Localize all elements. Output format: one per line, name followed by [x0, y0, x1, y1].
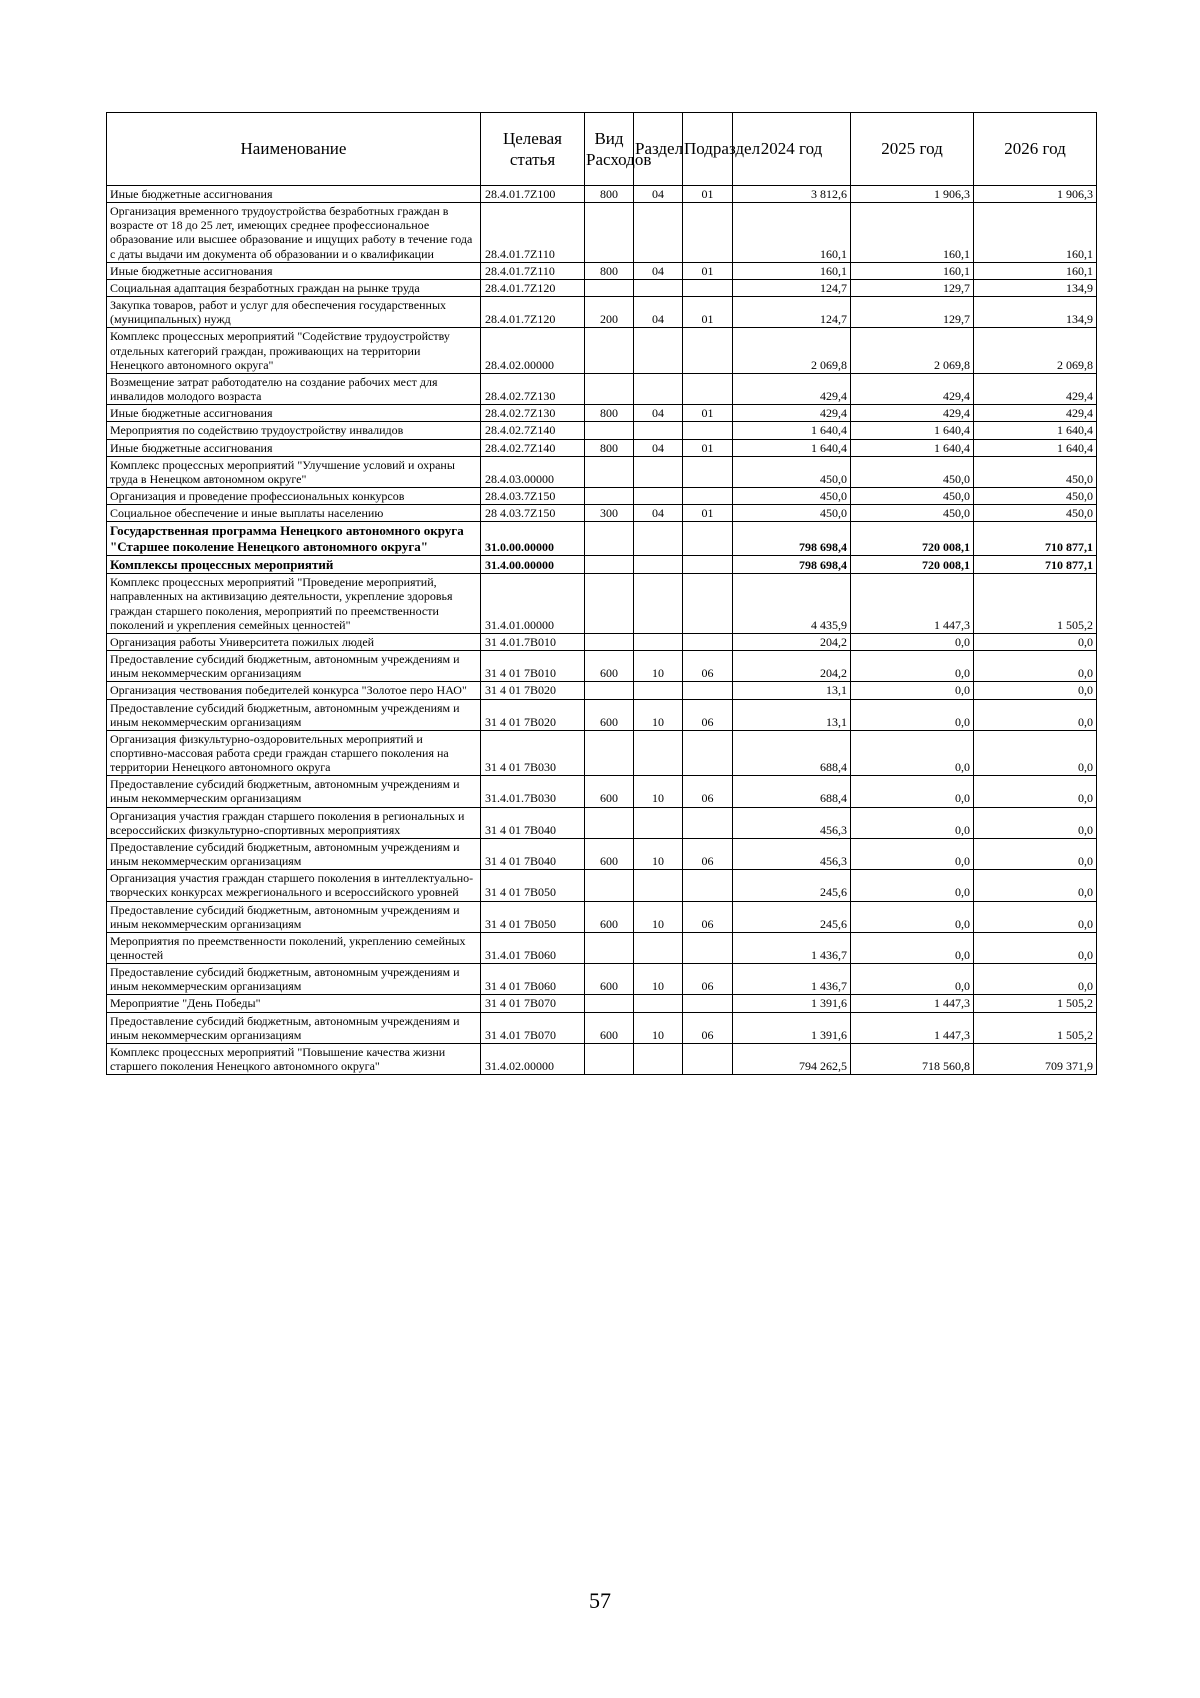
cell-2026: 0,0	[974, 651, 1097, 682]
cell-subsection	[683, 870, 733, 901]
cell-2024: 13,1	[733, 699, 851, 730]
cell-2024: 456,3	[733, 807, 851, 838]
cell-type	[585, 279, 634, 296]
cell-section: 10	[634, 651, 683, 682]
cell-code: 28.4.01.7Z110	[481, 262, 585, 279]
cell-type	[585, 487, 634, 504]
budget-table	[106, 112, 1097, 1075]
cell-subsection: 06	[683, 838, 733, 869]
cell-section	[634, 870, 683, 901]
cell-2024: 1 391,6	[733, 995, 851, 1012]
cell-2025: 0,0	[851, 682, 974, 699]
page-number: 57	[589, 1588, 611, 1613]
cell-2024: 160,1	[733, 203, 851, 263]
cell-code: 28.4.02.7Z130	[481, 405, 585, 422]
cell-subsection: 01	[683, 186, 733, 203]
table-row	[107, 682, 1097, 699]
cell-subsection: 06	[683, 901, 733, 932]
cell-2025: 160,1	[851, 262, 974, 279]
cell-code: 31.4.01 7В060	[481, 932, 585, 963]
table-row	[107, 1012, 1097, 1043]
cell-2026: 450,0	[974, 505, 1097, 522]
cell-code: 28.4.01.7Z120	[481, 279, 585, 296]
table-row	[107, 262, 1097, 279]
table-row	[107, 279, 1097, 296]
cell-2024: 245,6	[733, 870, 851, 901]
cell-2026: 0,0	[974, 901, 1097, 932]
cell-subsection: 01	[683, 505, 733, 522]
cell-2026: 134,9	[974, 279, 1097, 296]
cell-2025: 450,0	[851, 505, 974, 522]
cell-section: 10	[634, 901, 683, 932]
cell-subsection	[683, 456, 733, 487]
cell-type	[585, 522, 634, 556]
header-subsection: Подраздел	[683, 113, 733, 186]
table-row	[107, 203, 1097, 263]
cell-2024: 4 435,9	[733, 574, 851, 634]
cell-type	[585, 328, 634, 373]
header-name: Наименование	[107, 113, 481, 186]
cell-2025: 0,0	[851, 901, 974, 932]
cell-2024: 450,0	[733, 487, 851, 504]
cell-2026: 709 371,9	[974, 1043, 1097, 1074]
cell-2024: 245,6	[733, 901, 851, 932]
cell-type	[585, 1043, 634, 1074]
cell-code: 31 4 01 7В020	[481, 699, 585, 730]
cell-name: Комплекс процессных мероприятий "Улучшение условий и охраны труда в Ненецком автономном округе"	[107, 456, 481, 487]
cell-2026: 1 505,2	[974, 1012, 1097, 1043]
cell-subsection: 06	[683, 776, 733, 807]
cell-type: 600	[585, 1012, 634, 1043]
table-row	[107, 522, 1097, 556]
cell-name: Предоставление субсидий бюджетным, автономным учреждениям и иным некоммерческим организациям	[107, 651, 481, 682]
cell-2024: 688,4	[733, 776, 851, 807]
cell-code: 28.4.03.7Z150	[481, 487, 585, 504]
cell-subsection	[683, 487, 733, 504]
cell-section	[634, 633, 683, 650]
table-header	[107, 113, 1097, 186]
cell-code: 31.4.00.00000	[481, 555, 585, 573]
cell-subsection: 06	[683, 651, 733, 682]
table-row	[107, 901, 1097, 932]
cell-2026: 1 640,4	[974, 422, 1097, 439]
cell-2025: 0,0	[851, 776, 974, 807]
cell-subsection	[683, 995, 733, 1012]
cell-2026: 0,0	[974, 776, 1097, 807]
cell-code: 28.4.02.7Z140	[481, 439, 585, 456]
cell-2026: 0,0	[974, 699, 1097, 730]
cell-code: 28.4.02.00000	[481, 328, 585, 373]
cell-2024: 13,1	[733, 682, 851, 699]
cell-subsection: 06	[683, 964, 733, 995]
cell-type	[585, 203, 634, 263]
cell-2025: 0,0	[851, 838, 974, 869]
header-type: Вид Расходов	[585, 113, 634, 186]
cell-2024: 124,7	[733, 279, 851, 296]
cell-2026: 0,0	[974, 964, 1097, 995]
cell-name: Государственная программа Ненецкого автономного округа "Старшее поколение Ненецкого автономного округа"	[107, 522, 481, 556]
cell-name: Возмещение затрат работодателю на создание рабочих мест для инвалидов молодого возраста	[107, 373, 481, 404]
cell-subsection	[683, 279, 733, 296]
cell-2026: 0,0	[974, 633, 1097, 650]
table-row	[107, 807, 1097, 838]
cell-2025: 0,0	[851, 633, 974, 650]
table-row	[107, 838, 1097, 869]
cell-code: 31.0.00.00000	[481, 522, 585, 556]
cell-type	[585, 682, 634, 699]
cell-type: 800	[585, 405, 634, 422]
cell-type	[585, 730, 634, 775]
table-row	[107, 651, 1097, 682]
cell-type: 600	[585, 651, 634, 682]
cell-2026: 450,0	[974, 456, 1097, 487]
cell-2025: 429,4	[851, 373, 974, 404]
cell-type	[585, 456, 634, 487]
cell-type	[585, 373, 634, 404]
cell-code: 28.4.01.7Z120	[481, 297, 585, 328]
cell-2025: 1 447,3	[851, 995, 974, 1012]
cell-subsection: 06	[683, 1012, 733, 1043]
cell-section	[634, 574, 683, 634]
cell-code: 31 4.01.7В010	[481, 633, 585, 650]
cell-type: 600	[585, 964, 634, 995]
cell-type	[585, 995, 634, 1012]
cell-name: Комплекс процессных мероприятий "Повышение качества жизни старшего поколения Ненецкого автономного округа"	[107, 1043, 481, 1074]
cell-type	[585, 555, 634, 573]
cell-2024: 450,0	[733, 456, 851, 487]
cell-subsection	[683, 422, 733, 439]
table-row	[107, 405, 1097, 422]
cell-2025: 1 447,3	[851, 1012, 974, 1043]
table-row	[107, 422, 1097, 439]
table-body	[107, 186, 1097, 1075]
cell-name: Организация чествования победителей конкурса "Золотое перо НАО"	[107, 682, 481, 699]
table-row	[107, 555, 1097, 573]
cell-name: Мероприятие "День Победы"	[107, 995, 481, 1012]
cell-section: 04	[634, 297, 683, 328]
cell-code: 28.4.01.7Z110	[481, 203, 585, 263]
table-row	[107, 730, 1097, 775]
cell-2026: 0,0	[974, 807, 1097, 838]
cell-name: Предоставление субсидий бюджетным, автономным учреждениям и иным некоммерческим организациям	[107, 964, 481, 995]
cell-section	[634, 807, 683, 838]
cell-name: Мероприятия по содействию трудоустройству инвалидов	[107, 422, 481, 439]
cell-2024: 1 436,7	[733, 964, 851, 995]
cell-subsection: 01	[683, 439, 733, 456]
cell-type: 600	[585, 838, 634, 869]
cell-subsection	[683, 730, 733, 775]
cell-subsection	[683, 373, 733, 404]
cell-2026: 1 906,3	[974, 186, 1097, 203]
cell-section	[634, 422, 683, 439]
cell-2025: 2 069,8	[851, 328, 974, 373]
cell-2025: 1 447,3	[851, 574, 974, 634]
cell-2024: 456,3	[733, 838, 851, 869]
cell-2025: 0,0	[851, 870, 974, 901]
cell-2025: 1 640,4	[851, 439, 974, 456]
cell-2025: 0,0	[851, 932, 974, 963]
cell-section	[634, 203, 683, 263]
cell-section	[634, 995, 683, 1012]
cell-2024: 204,2	[733, 651, 851, 682]
table-row	[107, 186, 1097, 203]
cell-section	[634, 456, 683, 487]
cell-name: Предоставление субсидий бюджетным, автономным учреждениям и иным некоммерческим организациям	[107, 838, 481, 869]
cell-2025: 160,1	[851, 203, 974, 263]
cell-name: Мероприятия по преемственности поколений, укреплению семейных ценностей	[107, 932, 481, 963]
cell-section	[634, 682, 683, 699]
cell-2025: 0,0	[851, 807, 974, 838]
cell-code: 28.4.02.7Z130	[481, 373, 585, 404]
cell-subsection	[683, 555, 733, 573]
cell-code: 31 4 01 7В030	[481, 730, 585, 775]
cell-section: 10	[634, 1012, 683, 1043]
cell-2026: 0,0	[974, 932, 1097, 963]
cell-section: 10	[634, 699, 683, 730]
cell-subsection: 01	[683, 297, 733, 328]
cell-subsection	[683, 522, 733, 556]
cell-code: 31 4 01 7В040	[481, 838, 585, 869]
cell-name: Предоставление субсидий бюджетным, автономным учреждениям и иным некоммерческим организациям	[107, 1012, 481, 1043]
table-row	[107, 964, 1097, 995]
cell-code: 31 4 01 7В010	[481, 651, 585, 682]
cell-2024: 688,4	[733, 730, 851, 775]
cell-name: Организация временного трудоустройства безработных граждан в возрасте от 18 до 25 лет, имеющих среднее профессиональное образование или высшее образование и ищущих работу в течение года с даты выдачи им документа об образовании и о квалификации	[107, 203, 481, 263]
table-row	[107, 439, 1097, 456]
cell-section	[634, 487, 683, 504]
cell-code: 31.4.02.00000	[481, 1043, 585, 1074]
table-row	[107, 776, 1097, 807]
cell-code: 31 4.01 7В070	[481, 1012, 585, 1043]
cell-2026: 2 069,8	[974, 328, 1097, 373]
cell-name: Организация участия граждан старшего поколения в интеллектуально-творческих конкурсах межрегионального и всероссийского уровней	[107, 870, 481, 901]
cell-2026: 160,1	[974, 262, 1097, 279]
cell-section: 04	[634, 262, 683, 279]
cell-2024: 450,0	[733, 505, 851, 522]
cell-2025: 720 008,1	[851, 522, 974, 556]
table-row	[107, 699, 1097, 730]
cell-2025: 450,0	[851, 487, 974, 504]
cell-2024: 429,4	[733, 405, 851, 422]
cell-2026: 429,4	[974, 373, 1097, 404]
cell-2024: 429,4	[733, 373, 851, 404]
cell-code: 28.4.01.7Z100	[481, 186, 585, 203]
cell-name: Иные бюджетные ассигнования	[107, 405, 481, 422]
cell-2024: 204,2	[733, 633, 851, 650]
cell-type: 800	[585, 439, 634, 456]
cell-2026: 1 505,2	[974, 574, 1097, 634]
header-code: Целевая статья	[481, 113, 585, 186]
cell-2026: 710 877,1	[974, 555, 1097, 573]
cell-code: 31 4 01 7В070	[481, 995, 585, 1012]
table-row	[107, 633, 1097, 650]
cell-type: 600	[585, 901, 634, 932]
cell-section: 04	[634, 186, 683, 203]
cell-type: 300	[585, 505, 634, 522]
cell-type	[585, 870, 634, 901]
cell-subsection	[683, 633, 733, 650]
cell-2025: 450,0	[851, 456, 974, 487]
cell-subsection	[683, 807, 733, 838]
cell-2024: 3 812,6	[733, 186, 851, 203]
cell-name: Социальное обеспечение и иные выплаты населению	[107, 505, 481, 522]
cell-subsection	[683, 328, 733, 373]
cell-code: 31 4 01 7В060	[481, 964, 585, 995]
cell-section: 04	[634, 505, 683, 522]
cell-type: 800	[585, 262, 634, 279]
table-row	[107, 373, 1097, 404]
cell-section	[634, 555, 683, 573]
cell-name: Организация участия граждан старшего поколения в региональных и всероссийских физкультурно-спортивных мероприятиях	[107, 807, 481, 838]
cell-type	[585, 574, 634, 634]
cell-name: Предоставление субсидий бюджетным, автономным учреждениям и иным некоммерческим организациям	[107, 901, 481, 932]
cell-code: 31 4 01 7В020	[481, 682, 585, 699]
cell-section: 10	[634, 838, 683, 869]
cell-subsection	[683, 1043, 733, 1074]
cell-2024: 794 262,5	[733, 1043, 851, 1074]
cell-type	[585, 422, 634, 439]
cell-2025: 0,0	[851, 964, 974, 995]
cell-2024: 1 640,4	[733, 439, 851, 456]
cell-2026: 0,0	[974, 730, 1097, 775]
cell-2025: 129,7	[851, 297, 974, 328]
cell-code: 28 4.03.7Z150	[481, 505, 585, 522]
cell-2024: 1 640,4	[733, 422, 851, 439]
cell-2025: 1 906,3	[851, 186, 974, 203]
cell-name: Предоставление субсидий бюджетным, автономным учреждениям и иным некоммерческим организациям	[107, 699, 481, 730]
table-row	[107, 328, 1097, 373]
cell-subsection	[683, 932, 733, 963]
cell-type	[585, 633, 634, 650]
table-row	[107, 574, 1097, 634]
cell-2024: 1 391,6	[733, 1012, 851, 1043]
cell-subsection: 01	[683, 405, 733, 422]
cell-section	[634, 1043, 683, 1074]
cell-code: 31.4.01.7В030	[481, 776, 585, 807]
cell-2026: 0,0	[974, 682, 1097, 699]
cell-section	[634, 279, 683, 296]
cell-code: 31.4.01.00000	[481, 574, 585, 634]
cell-2025: 718 560,8	[851, 1043, 974, 1074]
cell-2025: 0,0	[851, 699, 974, 730]
table-row	[107, 505, 1097, 522]
table-row	[107, 1043, 1097, 1074]
cell-2024: 2 069,8	[733, 328, 851, 373]
cell-2024: 798 698,4	[733, 555, 851, 573]
cell-2024: 1 436,7	[733, 932, 851, 963]
cell-name: Иные бюджетные ассигнования	[107, 186, 481, 203]
cell-type: 200	[585, 297, 634, 328]
cell-code: 31 4 01 7В050	[481, 870, 585, 901]
cell-subsection	[683, 574, 733, 634]
cell-2024: 160,1	[733, 262, 851, 279]
cell-2026: 429,4	[974, 405, 1097, 422]
table-row	[107, 487, 1097, 504]
header-2025: 2025 год	[851, 113, 974, 186]
cell-section	[634, 373, 683, 404]
cell-subsection	[683, 203, 733, 263]
cell-section	[634, 522, 683, 556]
table-row	[107, 932, 1097, 963]
cell-section: 10	[634, 964, 683, 995]
cell-2026: 160,1	[974, 203, 1097, 263]
cell-type: 600	[585, 699, 634, 730]
cell-2026: 1 505,2	[974, 995, 1097, 1012]
cell-2026: 0,0	[974, 838, 1097, 869]
cell-2025: 129,7	[851, 279, 974, 296]
cell-2025: 0,0	[851, 651, 974, 682]
cell-2026: 1 640,4	[974, 439, 1097, 456]
cell-name: Социальная адаптация безработных граждан на рынке труда	[107, 279, 481, 296]
cell-section	[634, 328, 683, 373]
header-2026: 2026 год	[974, 113, 1097, 186]
table-row	[107, 870, 1097, 901]
table-row	[107, 456, 1097, 487]
cell-name: Комплекс процессных мероприятий "Содействие трудоустройству отдельных категорий граждан, проживающих на территории Ненецкого автономного округа"	[107, 328, 481, 373]
cell-name: Организация физкультурно-оздоровительных мероприятий и спортивно-массовая работа среди граждан старшего поколения на территории Ненецкого автономного округа	[107, 730, 481, 775]
cell-code: 28.4.03.00000	[481, 456, 585, 487]
cell-section: 10	[634, 776, 683, 807]
cell-2025: 429,4	[851, 405, 974, 422]
table-row	[107, 995, 1097, 1012]
cell-code: 28.4.02.7Z140	[481, 422, 585, 439]
cell-2024: 798 698,4	[733, 522, 851, 556]
header-section: Раздел	[634, 113, 683, 186]
cell-2026: 134,9	[974, 297, 1097, 328]
table-row	[107, 297, 1097, 328]
cell-2026: 0,0	[974, 870, 1097, 901]
cell-subsection: 06	[683, 699, 733, 730]
cell-subsection: 01	[683, 262, 733, 279]
cell-code: 31 4 01 7В050	[481, 901, 585, 932]
cell-name: Организация и проведение профессиональных конкурсов	[107, 487, 481, 504]
cell-name: Организация работы Университета пожилых людей	[107, 633, 481, 650]
cell-name: Иные бюджетные ассигнования	[107, 439, 481, 456]
cell-2026: 710 877,1	[974, 522, 1097, 556]
cell-2026: 450,0	[974, 487, 1097, 504]
cell-2024: 124,7	[733, 297, 851, 328]
cell-section	[634, 932, 683, 963]
cell-name: Закупка товаров, работ и услуг для обеспечения государственных (муниципальных) нужд	[107, 297, 481, 328]
cell-type	[585, 807, 634, 838]
cell-2025: 720 008,1	[851, 555, 974, 573]
cell-name: Комплексы процессных мероприятий	[107, 555, 481, 573]
cell-2025: 0,0	[851, 730, 974, 775]
cell-type: 600	[585, 776, 634, 807]
cell-name: Предоставление субсидий бюджетным, автономным учреждениям и иным некоммерческим организациям	[107, 776, 481, 807]
cell-section: 04	[634, 405, 683, 422]
cell-type	[585, 932, 634, 963]
cell-type: 800	[585, 186, 634, 203]
header-2024: 2024 год	[733, 113, 851, 186]
cell-2025: 1 640,4	[851, 422, 974, 439]
cell-name: Иные бюджетные ассигнования	[107, 262, 481, 279]
cell-code: 31 4 01 7В040	[481, 807, 585, 838]
cell-subsection	[683, 682, 733, 699]
cell-name: Комплекс процессных мероприятий "Проведение мероприятий, направленных на активизацию деятельности, укрепление здоровья граждан старшего поколения, мероприятий по преемственности поколений и укрепления семейных ценностей"	[107, 574, 481, 634]
cell-section: 04	[634, 439, 683, 456]
cell-section	[634, 730, 683, 775]
